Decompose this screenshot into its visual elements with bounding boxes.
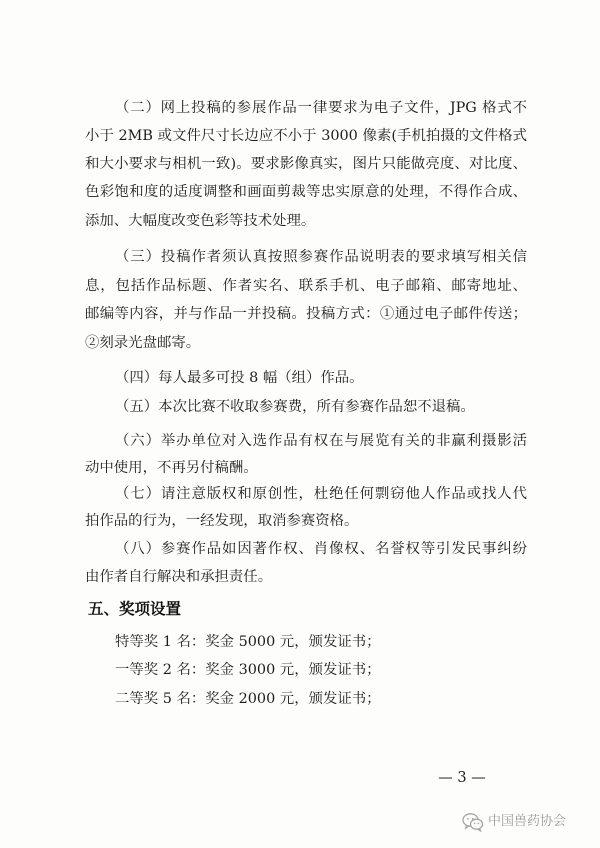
paragraph-3-line-4: ②刻录光盘邮寄。 <box>85 335 201 351</box>
paragraph-6-line-2: 动中使用，不再另付稿酬。 <box>85 460 258 476</box>
paragraph-3-line-3: 邮编等内容，并与作品一并投稿。投稿方式：①通过电子邮件传送； <box>85 306 527 322</box>
paragraph-3-line-1: （三）投稿作者须认真按照参赛作品说明表的要求填写相关信 <box>115 249 527 265</box>
paragraph-2-line-2: 小于 2MB 或文件尺寸长边应不小于 3000 像素(手机拍摄的文件格式 <box>85 128 527 144</box>
page-number: — 3 — <box>438 770 486 786</box>
section-heading-awards: 五、奖项设置 <box>88 600 182 618</box>
paragraph-4-line-1: （四）每人最多可投 8 幅（组）作品。 <box>115 370 364 386</box>
paragraph-8-line-1: （八）参赛作品如因著作权、肖像权、名誉权等引发民事纠纷 <box>115 541 527 557</box>
paragraph-2-line-3: 和大小要求与相机一致)。要求影像真实，图片只能做亮度、对比度、 <box>85 156 527 172</box>
paragraph-2-line-5: 添加、大幅度改变色彩等技术处理。 <box>85 213 316 229</box>
paragraph-7-line-2: 拍作品的行为，一经发现，取消参赛资格。 <box>85 513 359 529</box>
award-item-special: 特等奖 1 名：奖金 5000 元，颁发证书； <box>115 634 381 650</box>
paragraph-2-line-1: （二）网上投稿的参展作品一律要求为电子文件，JPG 格式不 <box>115 100 527 116</box>
paragraph-7-line-1: （七）请注意版权和原创性，杜绝任何剽窃他人作品或找人代 <box>115 486 527 502</box>
watermark-text: 中国兽药协会 <box>488 814 567 829</box>
paragraph-5-line-1: （五）本次比赛不收取参赛费，所有参赛作品恕不退稿。 <box>115 399 475 415</box>
paragraph-3-line-2: 息，包括作品标题、作者实名、联系手机、电子邮箱、邮寄地址、 <box>85 278 527 294</box>
paragraph-2-line-4: 色彩饱和度的适度调整和画面剪裁等忠实原意的处理，不得作合成、 <box>85 184 527 200</box>
paragraph-6-line-1: （六）举办单位对入选作品有权在与展览有关的非赢利摄影活 <box>115 433 527 449</box>
paragraph-8-line-2: 由作者自行解决和承担责任。 <box>85 569 273 585</box>
wechat-icon <box>462 812 484 832</box>
award-item-second: 二等奖 5 名：奖金 2000 元，颁发证书； <box>115 691 381 707</box>
award-item-first: 一等奖 2 名：奖金 3000 元，颁发证书； <box>115 662 381 678</box>
